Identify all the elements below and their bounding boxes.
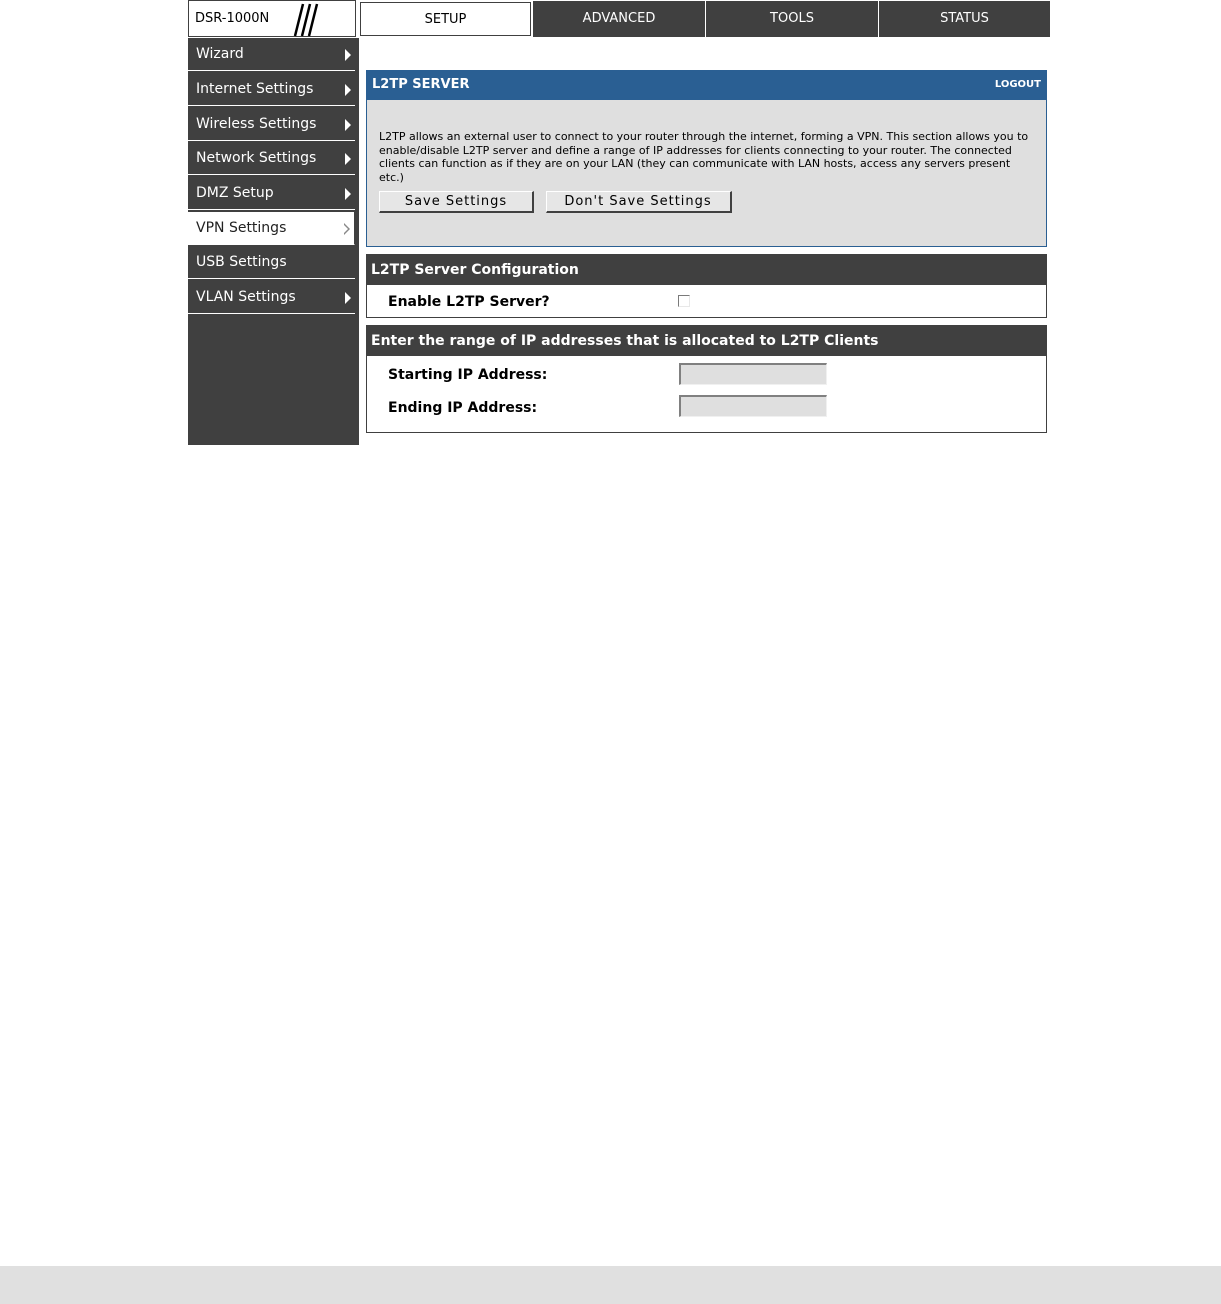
brand-slashes-icon <box>283 3 323 37</box>
section-description: L2TP allows an external user to connect to your router through the internet, forming a VPN. This section allows you to enable/disable L2TP server and define a range of IP addresses for clients connecting to your router. The connected clients can function as if they are on your LAN (they can communicate with LAN hosts, access any servers present etc.) <box>379 130 1029 184</box>
starting-ip-row <box>367 356 1046 394</box>
config-header: L2TP Server Configuration <box>367 255 1046 285</box>
starting-ip-input[interactable] <box>679 363 827 385</box>
sidebar <box>188 38 359 445</box>
brand-box <box>188 0 356 37</box>
top-navigation <box>188 0 1053 40</box>
chevron-right-icon <box>345 153 351 165</box>
sidebar-item-usb-settings[interactable] <box>188 246 355 279</box>
sidebar-item-label: VPN Settings <box>196 220 287 236</box>
ending-ip-input[interactable] <box>679 395 827 417</box>
button-row <box>379 191 1034 213</box>
range-header: Enter the range of IP addresses that is allocated to L2TP Clients <box>367 326 1046 356</box>
sidebar-item-label: Internet Settings <box>196 81 314 97</box>
ending-ip-label: Ending IP Address: <box>388 400 538 416</box>
sidebar-item-wizard[interactable] <box>188 38 355 71</box>
save-settings-button[interactable]: Save Settings <box>379 191 534 213</box>
sidebar-item-vpn-settings[interactable] <box>188 212 355 245</box>
sidebar-item-vlan-settings[interactable] <box>188 281 355 314</box>
sidebar-item-network-settings[interactable] <box>188 142 355 175</box>
chevron-right-icon <box>345 119 351 131</box>
enable-label: Enable L2TP Server? <box>388 294 550 310</box>
chevron-right-icon <box>345 84 351 96</box>
dont-save-settings-button[interactable]: Don't Save Settings <box>546 191 732 213</box>
router-admin-ui <box>188 0 1053 445</box>
sidebar-item-label: Wireless Settings <box>196 116 317 132</box>
section-header <box>366 70 1047 100</box>
chevron-right-icon <box>345 188 351 200</box>
main-content <box>366 70 1047 433</box>
footer-band <box>0 1266 1221 1304</box>
page-title: L2TP SERVER <box>372 77 470 92</box>
sidebar-item-dmz-setup[interactable] <box>188 177 355 210</box>
starting-ip-label: Starting IP Address: <box>388 367 548 383</box>
logout-link[interactable]: LOGOUT <box>994 79 1041 90</box>
enable-row <box>367 285 1046 317</box>
sidebar-item-label: VLAN Settings <box>196 289 296 305</box>
model-name: DSR-1000N <box>195 11 270 26</box>
l2tp-config-box <box>366 254 1047 318</box>
info-box <box>366 100 1047 247</box>
ip-range-box <box>366 325 1047 433</box>
sidebar-item-internet-settings[interactable] <box>188 73 355 106</box>
sidebar-item-label: Wizard <box>196 46 244 62</box>
chevron-right-icon <box>345 49 351 61</box>
sidebar-item-label: Network Settings <box>196 150 317 166</box>
sidebar-item-label: DMZ Setup <box>196 185 274 201</box>
tab-status[interactable]: STATUS <box>878 1 1050 37</box>
tab-setup[interactable]: SETUP <box>360 2 531 36</box>
chevron-right-icon <box>345 292 351 304</box>
chevron-right-outline-icon <box>344 223 350 235</box>
ending-ip-row <box>367 394 1046 432</box>
sidebar-item-wireless-settings[interactable] <box>188 108 355 141</box>
tab-advanced[interactable]: ADVANCED <box>532 1 705 37</box>
tab-tools[interactable]: TOOLS <box>705 1 878 37</box>
enable-l2tp-checkbox[interactable] <box>678 295 690 307</box>
sidebar-item-label: USB Settings <box>196 254 287 270</box>
